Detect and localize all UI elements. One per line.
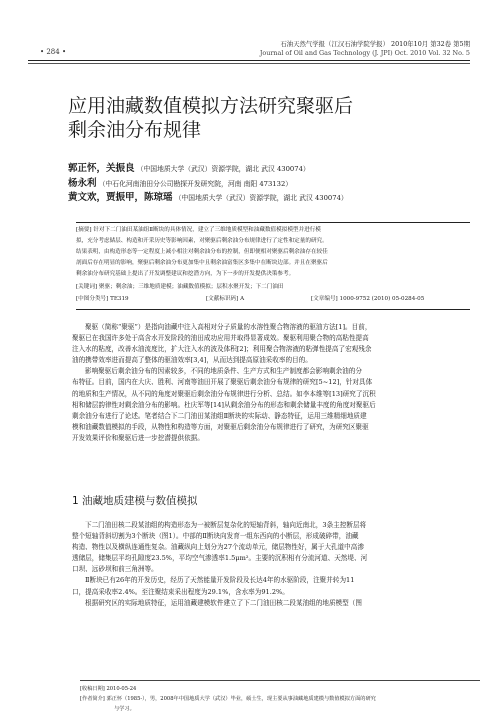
clc-number: [中图分类号] TE319 [76, 296, 129, 302]
body-line: 相和储层韵律性对剩余油分布的影响。杜庆军等[14]从剩余油分布的形态和剩余储量丰度的角度对聚驱后 [72, 400, 376, 409]
title-line-2: 剩余油分布规律 [68, 119, 202, 141]
body-line: 透储层，储集层平均孔隙度23.5%，平均空气渗透率1.5μm²。主要的沉积相有分流河道、天然堤、河 [72, 554, 368, 563]
body-line: 聚驱已在我国许多处于高含水开发阶段的油田成功应用并取得显著成效。聚驱利用聚合物的高粘性提高 [72, 334, 369, 343]
author-names: 黄文欢，贾振甲，陈琼瑶 [68, 192, 173, 203]
body-line: 的地质和生产情况，从不同的角度对聚驱后剩余油分布规律进行分析、总结。如李本维等[13]研究了沉积 [72, 389, 376, 398]
author-names: 杨永利 [68, 177, 97, 189]
author-names: 郭正怀，关振良 [68, 163, 135, 174]
body-line: 开发效果评价和聚驱后进一步挖潜提供依据。 [72, 433, 204, 442]
journal-name-en: Journal of Oil and Gas Technology (J. JPI) Oct. 2010 Vol. 32 No. 5 [259, 49, 470, 57]
body-line: 构造、物性以及横纵连通性复杂。油藏纵向上划分为27个流动单元，储层物性好，属于大孔道中高渗 [72, 543, 364, 552]
body-line: 注入水的粘度，改善水油流度比，扩大注入水的波及体积[2]；利用聚合物溶液的粘弹性提高了宏观残余 [72, 345, 372, 354]
author-bio: [作者简介] 郭正怀（1985-），男，2008年中国地质大学（武汉）毕业，硕士生，现主要从事油藏地质建模与数值模拟方面的研究 [80, 696, 376, 702]
received-date: [收稿日期] 2010-05-24 [80, 686, 137, 692]
journal-name-cn: 石油天然气学报（江汉石油学院学报） 2010年10月 第32卷 第5期 [280, 40, 470, 48]
page-number: • 284 • [40, 48, 67, 56]
author-affiliation: （中国地质大学（武汉）资源学院，湖北 武汉 430074） [174, 194, 348, 202]
article-id: [文章编号] 1000-9752 (2010) 05-0284-05 [311, 296, 425, 302]
body-line: 下二门油田核二段某油组的构造形态为一被断层复杂化的短轴背斜，轴向近南北，3条主控断层将 [85, 521, 367, 529]
document-code: [文献标识码] A [206, 296, 245, 302]
body-line: 根据研究区的实际地质特征，运用油藏建模软件建立了下二门油田核二段某油组的地质模型（图 [85, 598, 362, 607]
keywords: [关键词] 聚驱；剩余油；三维地质建模；油藏数值模拟；层积水聚开发；下二门油田 [76, 284, 284, 290]
body-line: 整个短轴背斜切割为3个断块（图1）。中部的Ⅱ断块向发育一组东西向的小断层，形成破碎带，油藏 [72, 532, 359, 541]
article-title [68, 94, 353, 142]
title-line-1: 应用油藏数值模拟方法研究聚驱后 [68, 95, 354, 117]
body-line: Ⅱ断块已有26年的开发历史，经历了天然能量开发阶段及长达4年的水驱阶段，注聚并转为11 [85, 576, 355, 585]
section-heading: 1 油藏地质建模与数值模拟 [72, 495, 198, 507]
body-line: 影响聚驱后剩余油分布的因素较多，不同的地质条件、生产方式和生产制度都会影响剩余油的分 [85, 367, 362, 376]
abstract-line: 拟，充分考虑储层、构造和开采历史等影响因素，对聚驱后剩余油分布规律进行了定性和定量的研究。 [76, 238, 328, 244]
author-list [68, 162, 348, 206]
body-line: 油的携带效率进而提高了整体的驱油效率[3,4]，从而达到提高原油采收率的目的。 [72, 356, 312, 365]
author-row [68, 191, 348, 206]
footnote [80, 680, 480, 714]
body-line: 口，提高采收率2.4%。至注聚结束采出程度为29.1%，含水率为91.2%。 [72, 587, 289, 596]
author-bio-cont: 与学习。 [114, 706, 135, 712]
body-line: 剩余油分布进行了论述。笔者结合下二门油田某油组Ⅱ断块的实际动、静态特征，运用三维精细地质建 [72, 411, 367, 420]
abstract-line: 剖面后存在明显的影响，聚驱后剩余油分布更加集中且剩余油富集区多集中在断块边部。并且在聚驱后 [76, 260, 328, 266]
body-line: 口坝、远砂坝和前三角洲等。 [72, 565, 158, 574]
author-affiliation: （中石化河南油田分公司勘探开发研究院，河南 南阳 473132） [98, 179, 293, 188]
abstract-line: 剩余油分布研究基础上提出了开发调整建议和挖潜方向，为下一步的开发提供决策参考。 [76, 271, 295, 277]
header-rule-thin [28, 63, 470, 64]
author-row [68, 177, 348, 192]
abstract-box [76, 222, 470, 310]
section1-paragraphs [72, 520, 474, 609]
body-line: 聚驱（简称“聚驱”）是指向油藏中注入高相对分子质量的水溶性聚合物溶液的驱油方法[1]。目前， [85, 323, 372, 331]
body-line: 模和油藏数值模拟的手段，从物性和构造等方面，对聚驱后剩余油分布规律进行了研究，为研究区聚驱 [72, 422, 369, 431]
journal-header [150, 40, 470, 58]
abstract-line: 结果表明，由构造形态等一定程度上减小相注对剩余油分布的控制，但即便相对聚驱后剩余油存在较佳 [76, 249, 328, 255]
abstract-line: [摘要] 针对下二门油田某油组Ⅱ断块的具体情况，建立了三维地质模型和油藏数值模拟模型并进行模 [76, 227, 321, 233]
author-affiliation: （中国地质大学（武汉）资源学院，湖北 武汉 430074） [136, 165, 310, 173]
body-line: 布特征。目前，国内在大庆、胜利、河南等油田开展了聚驱后剩余油分布规律的研究[5~12]，针对具体 [72, 378, 373, 387]
header-rule [28, 60, 470, 61]
intro-paragraphs [72, 322, 474, 444]
author-row [68, 162, 348, 177]
